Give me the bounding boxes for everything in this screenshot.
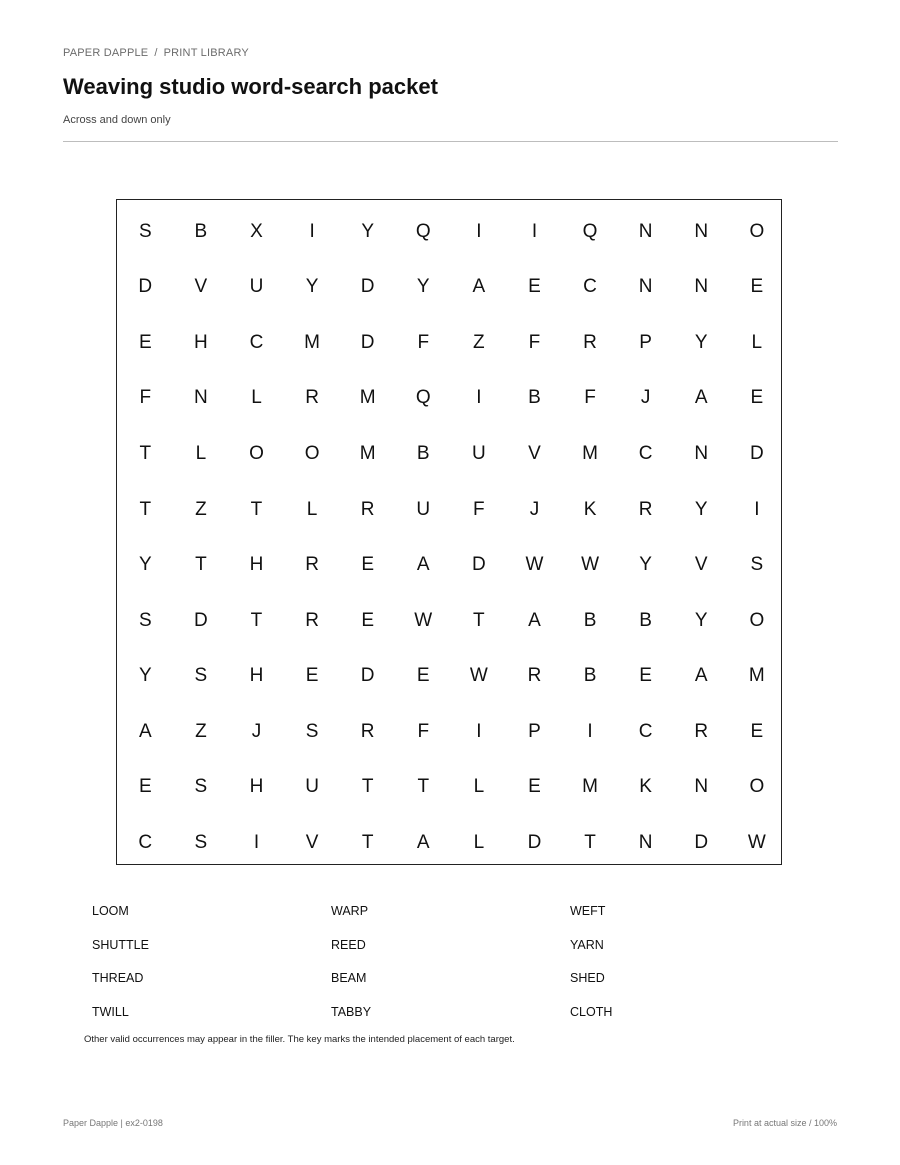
grid-cell: B xyxy=(416,442,430,464)
grid-cell: U xyxy=(305,776,319,798)
grid-cell: N xyxy=(638,220,653,242)
puzzle-note: Other valid occurrences may appear in the filler. The key marks the intended placement of each target. xyxy=(84,1034,515,1045)
grid-cell: D xyxy=(749,442,764,464)
grid-cell: M xyxy=(748,665,765,687)
grid-cell: I xyxy=(476,220,482,242)
grid-cell: E xyxy=(138,331,152,353)
grid-cell: T xyxy=(473,609,485,631)
grid-cell: A xyxy=(694,665,708,687)
grid-cell: Q xyxy=(415,220,431,242)
word-list-item: TWILL xyxy=(92,1004,129,1019)
grid-cell: O xyxy=(249,442,264,464)
word-search-grid xyxy=(117,204,782,871)
grid-cell: N xyxy=(638,832,653,854)
grid-cell: A xyxy=(416,554,430,576)
breadcrumb-site[interactable]: PAPER DAPPLE xyxy=(63,47,149,59)
page-title: Weaving studio word-search packet xyxy=(63,74,438,99)
grid-cell: M xyxy=(582,776,598,798)
word-list-item: SHED xyxy=(570,971,605,985)
grid-cell: I xyxy=(309,220,315,242)
grid-cell: N xyxy=(694,442,709,464)
grid-cell: E xyxy=(305,665,319,687)
grid-cell: C xyxy=(138,832,153,854)
word-list-item: SHUTTLE xyxy=(92,937,149,952)
word-list-item: BEAM xyxy=(331,971,367,985)
grid-cell: M xyxy=(304,331,320,353)
word-list xyxy=(92,904,832,1038)
grid-cell: F xyxy=(139,387,152,409)
word-list-item: YARN xyxy=(570,937,604,952)
grid-cell: W xyxy=(747,832,766,854)
grid-cell: D xyxy=(471,554,486,576)
grid-cell: S xyxy=(194,665,208,687)
page-subtitle: Across and down only xyxy=(63,114,171,126)
word-list-item: TABBY xyxy=(331,1004,372,1019)
grid-cell: E xyxy=(750,720,764,742)
grid-cell: R xyxy=(360,498,375,520)
grid-cell: Y xyxy=(305,276,319,298)
grid-cell: I xyxy=(754,498,760,520)
grid-cell: I xyxy=(476,720,482,742)
grid-cell: Y xyxy=(138,665,152,687)
grid-cell: V xyxy=(194,276,208,298)
grid-cell: V xyxy=(305,832,319,854)
grid-cell: I xyxy=(253,832,260,854)
footer-print-hint: Print at actual size / 100% xyxy=(732,1118,837,1128)
grid-cell: U xyxy=(416,498,431,520)
grid-cell: I xyxy=(476,387,482,409)
grid-cell: C xyxy=(638,442,653,464)
grid-cell: N xyxy=(694,220,709,242)
grid-cell: V xyxy=(694,554,708,576)
grid-cell: O xyxy=(749,609,765,631)
grid-cell: M xyxy=(582,442,598,464)
word-list-item: CLOTH xyxy=(570,1004,613,1019)
grid-cell: N xyxy=(194,387,208,409)
grid-cell: A xyxy=(528,609,541,631)
grid-cell: T xyxy=(361,776,374,798)
grid-cell: Y xyxy=(694,331,708,353)
grid-cell: P xyxy=(639,331,652,353)
breadcrumb-section[interactable]: PRINT LIBRARY xyxy=(163,47,249,59)
grid-cell: E xyxy=(528,276,541,298)
grid-cell: F xyxy=(473,498,485,520)
grid-cell: L xyxy=(195,442,207,464)
grid-cell: A xyxy=(472,276,486,298)
grid-cell: Y xyxy=(361,220,375,242)
grid-cell: D xyxy=(527,832,542,854)
grid-cell: D xyxy=(360,331,375,353)
grid-cell: S xyxy=(194,776,208,798)
grid-cell: Y xyxy=(416,276,430,298)
grid-cell: R xyxy=(583,331,597,353)
grid-cell: P xyxy=(528,720,541,742)
grid-cell: T xyxy=(584,832,596,854)
grid-cell: B xyxy=(583,609,597,631)
grid-cell: D xyxy=(138,276,153,298)
grid-cell: O xyxy=(749,220,765,242)
grid-cell: N xyxy=(638,276,653,298)
grid-cell: W xyxy=(414,609,433,631)
grid-cell: U xyxy=(249,276,264,298)
word-search-grid-frame xyxy=(116,199,782,865)
grid-cell: K xyxy=(583,498,597,520)
grid-cell: E xyxy=(750,387,764,409)
grid-cell: N xyxy=(694,776,709,798)
grid-cell: O xyxy=(749,776,765,798)
grid-cell: Z xyxy=(195,720,207,742)
grid-cell: Y xyxy=(138,554,152,576)
grid-cell: F xyxy=(584,387,596,409)
grid-cell: Q xyxy=(582,220,598,242)
grid-cell: C xyxy=(249,331,264,353)
footer-id: Paper Dapple | ex2-0198 xyxy=(63,1118,163,1128)
word-list-item: WARP xyxy=(331,904,369,918)
grid-cell: E xyxy=(639,665,652,687)
grid-cell: D xyxy=(360,665,375,687)
grid-cell: R xyxy=(694,720,709,742)
grid-cell: M xyxy=(359,442,376,464)
grid-cell: H xyxy=(249,776,264,798)
grid-cell: B xyxy=(194,220,208,242)
grid-cell: E xyxy=(361,609,375,631)
grid-cell: I xyxy=(587,720,593,742)
grid-cell: S xyxy=(194,832,208,854)
grid-cell: W xyxy=(581,554,600,576)
grid-cell: L xyxy=(306,498,318,520)
grid-cell: D xyxy=(360,276,375,298)
grid-cell: T xyxy=(139,498,152,520)
word-list-item: REED xyxy=(331,937,366,952)
grid-cell: R xyxy=(638,498,653,520)
grid-cell: T xyxy=(417,776,430,798)
grid-cell: E xyxy=(528,776,541,798)
grid-cell: E xyxy=(361,554,375,576)
grid-cell: K xyxy=(639,776,652,798)
grid-cell: U xyxy=(471,442,486,464)
grid-cell: V xyxy=(528,442,541,464)
grid-cell: H xyxy=(249,665,264,687)
grid-cell: S xyxy=(138,220,152,242)
grid-cell: J xyxy=(529,498,540,520)
grid-cell: S xyxy=(750,554,764,576)
grid-cell: J xyxy=(251,720,262,742)
grid-cell: B xyxy=(639,609,652,631)
grid-cell: B xyxy=(583,665,597,687)
grid-cell: L xyxy=(473,776,485,798)
grid-cell: S xyxy=(138,609,152,631)
grid-cell: T xyxy=(250,609,263,631)
grid-cell: S xyxy=(305,720,319,742)
grid-cell: H xyxy=(194,331,208,353)
grid-cell: L xyxy=(251,387,262,409)
grid-cell: W xyxy=(469,665,488,687)
header-divider xyxy=(63,141,838,142)
grid-cell: L xyxy=(751,331,763,353)
grid-cell: W xyxy=(525,554,544,576)
grid-cell: A xyxy=(694,387,708,409)
grid-cell: C xyxy=(638,720,653,742)
grid-cell: R xyxy=(360,720,375,742)
grid-cell: T xyxy=(250,498,263,520)
grid-cell: E xyxy=(416,665,430,687)
grid-cell: T xyxy=(361,832,374,854)
grid-cell: H xyxy=(249,554,264,576)
grid-cell: J xyxy=(640,387,651,409)
grid-cell: Q xyxy=(415,387,431,409)
grid-cell: D xyxy=(694,832,709,854)
breadcrumb-separator: / xyxy=(154,47,158,59)
grid-cell: A xyxy=(138,720,152,742)
grid-cell: R xyxy=(305,609,319,631)
grid-cell: X xyxy=(250,220,263,242)
grid-cell: F xyxy=(417,331,430,353)
grid-cell: I xyxy=(531,220,538,242)
grid-cell: T xyxy=(139,442,152,464)
grid-cell: N xyxy=(694,276,709,298)
grid-cell: R xyxy=(305,387,319,409)
grid-cell: T xyxy=(195,554,207,576)
grid-cell: Z xyxy=(473,331,485,353)
grid-cell: D xyxy=(194,609,208,631)
grid-cell: E xyxy=(138,776,152,798)
grid-cell: F xyxy=(528,331,541,353)
grid-cell: R xyxy=(527,665,542,687)
grid-cell: O xyxy=(304,442,320,464)
grid-cell: A xyxy=(416,832,430,854)
grid-cell: Y xyxy=(639,554,652,576)
grid-cell: R xyxy=(305,554,319,576)
word-list-item: WEFT xyxy=(570,904,606,918)
grid-cell: L xyxy=(473,832,485,854)
grid-cell: Z xyxy=(195,498,207,520)
grid-cell: C xyxy=(583,276,597,298)
breadcrumb xyxy=(63,47,249,59)
grid-cell: Y xyxy=(694,498,708,520)
grid-cell: F xyxy=(417,720,430,742)
grid-cell: B xyxy=(528,387,541,409)
word-list-item: THREAD xyxy=(92,971,144,985)
grid-cell: M xyxy=(359,387,376,409)
grid-cell: Y xyxy=(694,609,708,631)
word-list-item: LOOM xyxy=(92,904,129,918)
grid-cell: E xyxy=(750,276,764,298)
